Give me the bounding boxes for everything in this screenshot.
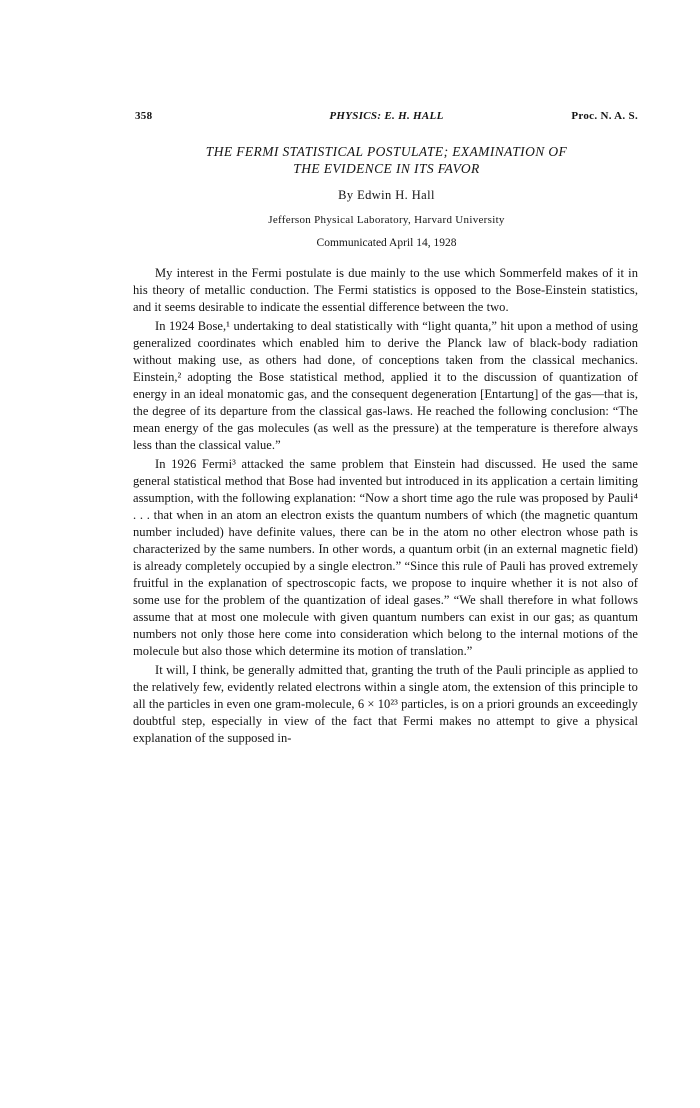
paragraph-2: In 1924 Bose,¹ undertaking to deal statistically with “light quanta,” hit upon a method of using generalized coordinates which enabled him to derive the Planck law of black-body radiation without making use, as others had done, of conceptions taken from the classical mechanics. Einstein,² adopting the Bose statistical method, applied it to the discussion of quantization of energy in an ideal monatomic gas, and the consequent degeneration [Entartung] of the gas—that is, the degree of its departure from the classical gas-laws. He reached the following conclusion: “The mean energy of the gas molecules (as well as the pressure) at the temperature is therefore always less than the classical value.” [133,319,638,452]
affiliation: Jefferson Physical Laboratory, Harvard University [268,214,505,226]
communicated-date: Communicated April 14, 1928 [316,237,457,249]
author-line: By Edwin H. Hall [338,188,435,202]
running-title: PHYSICS: E. H. HALL [329,110,444,122]
title-line-1: THE FERMI STATISTICAL POSTULATE; EXAMINATION OF [205,144,568,159]
paragraph-3: In 1926 Fermi³ attacked the same problem that Einstein had discussed. He used the same general statistical method that Bose had invented but introduced in its application a certain limiting assumption, with the following explanation: “Now a short time ago the rule was proposed by Pauli⁴ . . . that when in an atom an electron exists the quantum numbers of which (the magnetic quantum number included) have definite values, there can be in the atom no other electron whose path is characterized by the same numbers. In other words, a quantum orbit (in an external magnetic field) is already completely occupied by a single electron.” “Since this rule of Pauli has proved extremely fruitful in the explanation of spectroscopic facts, we propose to inquire whether it is not also of some use for the problem of the quantization of ideal gases.” “We shall therefore in what follows assume that at most one molecule with given quantum numbers can exist in our gas; as quantum numbers not only those here come into consideration which belong to the internal motions of the molecule but also those which determine its motion of translation.” [133,457,638,658]
page-number: 358 [135,110,153,122]
paragraph-4: It will, I think, be generally admitted that, granting the truth of the Pauli principle as applied to the relatively few, evidently related electrons within a single atom, the extension of this principle to all the particles in even one gram-molecule, 6 × 10²³ particles, is on a priori grounds an exceedingly doubtful step, especially in view of the fact that Fermi makes no attempt to give a physical explanation of the supposed in- [133,663,638,745]
journal-name: Proc. N. A. S. [571,110,638,122]
article-body [133,265,638,749]
title-line-2: THE EVIDENCE IN ITS FAVOR [293,161,480,176]
paragraph-1: My interest in the Fermi postulate is due mainly to the use which Sommerfeld makes of it in his theory of metallic conduction. The Fermi statistics is opposed to the Bose-Einstein statistics, and it seems desirable to indicate the essential difference between the two. [133,266,638,314]
article-title [135,143,638,177]
